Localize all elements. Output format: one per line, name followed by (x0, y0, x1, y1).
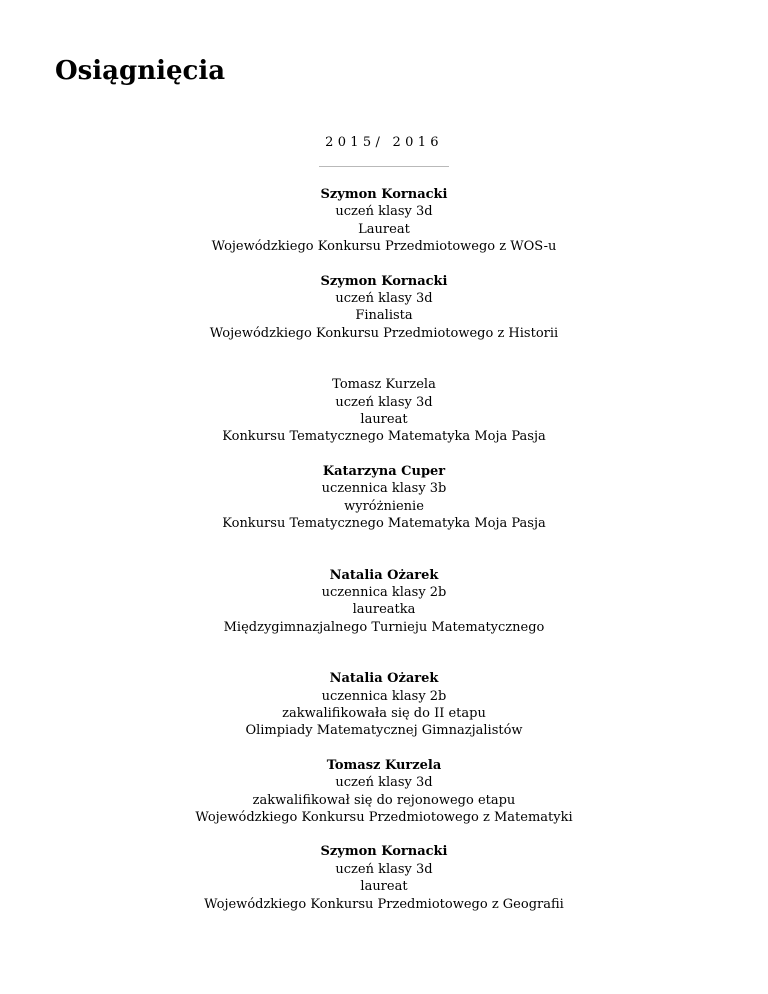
student-name: Natalia Ożarek (329, 671, 439, 687)
achievement-entry (0, 186, 768, 256)
student-class: uczeń klasy 3d (335, 394, 433, 410)
student-class: uczeń klasy 3d (335, 775, 433, 791)
award-title: zakwalifikowała się do II etapu (282, 705, 486, 721)
achievement-entry (0, 757, 768, 827)
student-name: Szymon Kornacki (320, 273, 448, 289)
achievement-entry (0, 670, 768, 740)
student-name: Tomasz Kurzela (326, 757, 442, 773)
student-class: uczennica klasy 3b (321, 481, 447, 497)
student-class: uczennica klasy 2b (321, 584, 447, 600)
student-name: Szymon Kornacki (320, 844, 448, 860)
contest-name: Wojewódzkiego Konkursu Przedmiotowego z WOS-u (211, 239, 557, 255)
contest-name: Wojewódzkiego Konkursu Przedmiotowego z Matematyki (195, 809, 573, 825)
contest-name: Międzygimnazjalnego Turnieju Matematycznego (223, 619, 545, 635)
achievement-entry (0, 843, 768, 913)
student-name: Natalia Ożarek (329, 567, 439, 583)
achievement-entry (0, 567, 768, 637)
student-name: Szymon Kornacki (320, 187, 448, 202)
award-title: Laureat (358, 221, 410, 237)
divider (319, 166, 449, 167)
achievement-entry (0, 273, 768, 343)
contest-name: Wojewódzkiego Konkursu Przedmiotowego z Geografii (204, 896, 564, 912)
contest-name: Konkursu Tematycznego Matematyka Moja Pasja (222, 429, 546, 445)
achievement-entry (0, 463, 768, 533)
student-name: Tomasz Kurzela (332, 377, 436, 393)
award-title: zakwalifikował się do rejonowego etapu (252, 792, 516, 808)
student-name: Katarzyna Cuper (322, 463, 446, 479)
page-title: Osiągnięcia (55, 56, 226, 86)
achievements-list (0, 134, 768, 913)
award-title: laureat (360, 879, 408, 895)
award-title: laureat (360, 412, 408, 428)
award-title: wyróżnienie (344, 498, 424, 514)
contest-name: Wojewódzkiego Konkursu Przedmiotowego z Historii (209, 325, 559, 341)
achievement-entry (0, 376, 768, 446)
student-class: uczeń klasy 3d (335, 861, 433, 877)
school-year: 2015/ 2016 (325, 135, 443, 150)
contest-name: Olimpiady Matematycznej Gimnazjalistów (245, 723, 523, 739)
award-title: laureatka (352, 602, 416, 618)
contest-name: Konkursu Tematycznego Matematyka Moja Pasja (222, 516, 546, 532)
student-class: uczeń klasy 3d (335, 204, 433, 220)
student-class: uczeń klasy 3d (335, 291, 433, 307)
award-title: Finalista (355, 308, 413, 324)
student-class: uczennica klasy 2b (321, 688, 447, 704)
